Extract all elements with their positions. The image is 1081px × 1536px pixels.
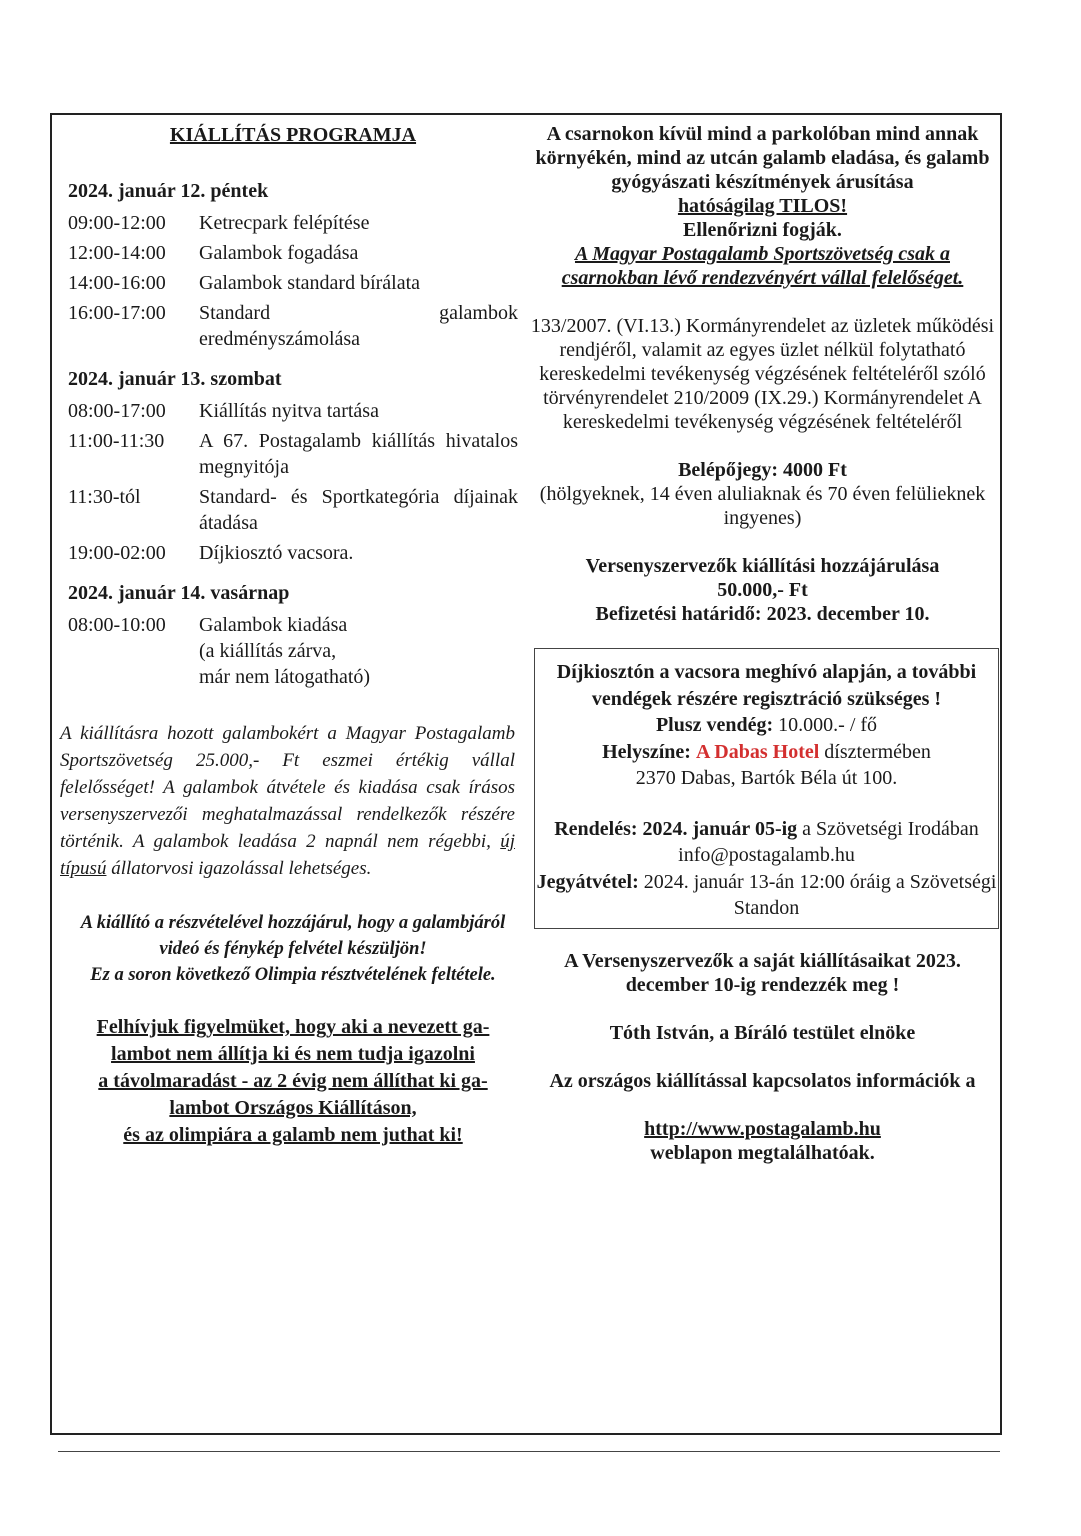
program-row <box>68 664 518 690</box>
program-row <box>68 270 518 296</box>
order-label: Rendelés: 2024. január 05-ig <box>554 817 798 840</box>
program-row <box>68 240 518 266</box>
dinner-box <box>534 648 999 929</box>
ticket-price: Belépőjegy: 4000 Ft <box>678 459 847 481</box>
pickup-label: Jegyátvétel: <box>536 870 639 893</box>
program-activity: Galambok fogadása <box>199 242 359 264</box>
email-address: info@postagalamb.hu <box>678 844 855 866</box>
notice-line: a távolmaradást - az 2 évig nem állíthat ki ga- <box>98 1070 488 1092</box>
program-time: 11:00-11:30 <box>68 430 165 452</box>
fee-deadline: Befizetési határidő: 2023. december 10. <box>595 603 930 625</box>
notice-block <box>68 1014 518 1149</box>
program-activity: Galambok kiadása <box>199 614 348 636</box>
day-block <box>68 178 518 352</box>
program-row <box>68 300 518 352</box>
program-activity: Galambok standard bírálata <box>199 272 421 294</box>
program-activity: Standard galambok eredményszámolása <box>199 302 518 350</box>
program-time <box>68 638 199 664</box>
consent-block <box>68 910 518 988</box>
sales-ban <box>530 122 995 218</box>
liability-paragraph <box>60 720 515 882</box>
fee-title: Versenyszervezők kiállítási hozzájárulása <box>585 555 940 577</box>
signature: Tóth István, a Bíráló testület elnöke <box>609 1021 916 1044</box>
notice-line: lambot Országos Kiállításon, <box>169 1097 417 1119</box>
notice-line: és az olimpiára a galamb nem juthat ki! <box>123 1124 463 1146</box>
program-time: 08:00-17:00 <box>68 400 166 422</box>
plus-guest <box>535 712 998 739</box>
venue <box>535 739 998 766</box>
consent-line: Ez a soron következő Olimpia résztvételének feltétele. <box>90 965 496 985</box>
program-row <box>68 484 518 536</box>
info-text: Az országos kiállítással kapcsolatos információk a <box>549 1069 976 1092</box>
day-heading: 2024. január 13. szombat <box>68 368 282 390</box>
liability-underlined: új típusú <box>60 831 516 879</box>
program-time: 12:00-14:00 <box>68 242 166 264</box>
venue-address: 2370 Dabas, Bartók Béla út 100. <box>635 767 898 789</box>
program-time: 09:00-12:00 <box>68 212 166 234</box>
program-activity: Ketrecpark felépítése <box>199 212 370 234</box>
notice-line: Felhívjuk figyelmüket, hogy aki a nevezett ga- <box>96 1016 490 1038</box>
order-info <box>535 816 998 843</box>
plus-guest-value: 10.000.- / fő <box>778 714 878 736</box>
check-note: Ellenőrizni fogják. <box>683 219 842 241</box>
program-time: 11:30-tól <box>68 486 141 508</box>
program-row <box>68 398 518 424</box>
liability-text-end: állatorvosi igazolással lehetséges. <box>111 858 372 879</box>
regulation-text: 133/2007. (VI.13.) Kormányrendelet az üzletek működési rendjéről, valamit az egyes üzlet nélkül folytatható kereskedelmi tevékenység végzésének feltételéről szóló törvényrendelet 210/2009 (IX.29.) Kormányrendelet A kereskedelmi tevékenység végzésének feltételéről <box>530 315 995 433</box>
sales-ban-underlined: hatóságilag TILOS! <box>677 195 848 217</box>
program-time <box>68 664 199 690</box>
footer-rule <box>58 1451 1000 1452</box>
program-time: 14:00-16:00 <box>68 272 166 294</box>
liability-text: A kiállításra hozott galambokért a Magyar Postagalamb Sportszövetség 25.000,- Ft eszmei értékig vállal felelősséget! A galambok átvétele és kiadása csak írásos versenyszervezői meghatalmazással rendelkezők részére történik. A galambok leadása 2 napnál nem régebbi, <box>60 723 515 852</box>
program-activity: A 67. Postagalamb kiállítás hivatalos megnyitója <box>199 430 518 478</box>
program-activity: már nem látogatható) <box>199 666 371 688</box>
pickup-rest: 2024. január 13-án 12:00 óráig a Szövetségi Standon <box>643 870 997 919</box>
venue-hotel: A Dabas Hotel <box>695 740 820 763</box>
program-row <box>68 638 518 664</box>
website-link[interactable]: http://www.postagalamb.hu <box>644 1117 881 1140</box>
plus-guest-label: Plusz vendég: <box>655 714 774 736</box>
program-activity: Díjkiosztó vacsora. <box>199 542 354 564</box>
program-time: 19:00-02:00 <box>68 542 166 564</box>
consent-line: A kiállító a részvételével hozzájárul, hogy a galambjáról videó és fénykép felvétel készüljön! <box>80 913 506 959</box>
responsibility-note: A Magyar Postagalamb Sportszövetség csak a csarnokban lévő rendezvényért vállal felelőséget. <box>561 243 964 289</box>
program-row <box>68 210 518 236</box>
program-column <box>60 122 518 1149</box>
pickup-info <box>535 869 998 922</box>
dinner-intro: Díjkiosztón a vacsora meghívó alapján, a további vendégek részére regisztráció szükséges ! <box>556 661 977 710</box>
program-title: KIÁLLÍTÁS PROGRAMJA <box>169 124 417 146</box>
program-activity: (a kiállítás zárva, <box>199 640 337 662</box>
program-row <box>68 612 518 638</box>
sales-ban-text: A csarnokon kívül mind a parkolóban mind annak környékén, mind az utcán galamb eladása, és galamb gyógyászati készítmények árusítása <box>535 123 990 193</box>
day-block <box>68 580 518 690</box>
day-heading: 2024. január 12. péntek <box>68 180 269 202</box>
program-time: 08:00-10:00 <box>68 614 166 636</box>
program-row <box>68 540 518 566</box>
fee-amount: 50.000,- Ft <box>717 579 808 601</box>
venue-rest: dísztermében <box>824 740 931 763</box>
venue-label: Helyszíne: <box>602 740 691 763</box>
organizers-note: A Versenyszervezők a saját kiállításaikat 2023. december 10-ig rendezzék meg ! <box>564 949 961 996</box>
program-time: 16:00-17:00 <box>68 302 166 324</box>
order-rest: a Szövetségi Irodában <box>802 817 979 840</box>
info-column <box>530 122 995 1165</box>
notice-line: lambot nem állítja ki és nem tudja igazolni <box>111 1043 475 1065</box>
program-row <box>68 428 518 480</box>
program-activity: Standard- és Sportkategória díjainak átadása <box>199 486 518 534</box>
day-heading: 2024. január 14. vasárnap <box>68 582 290 604</box>
website-suffix: weblapon megtalálhatóak. <box>650 1141 875 1164</box>
program-activity: Kiállítás nyitva tartása <box>199 400 379 422</box>
day-block <box>68 366 518 566</box>
ticket-note: (hölgyeknek, 14 éven aluliaknak és 70 éven felülieknek ingyenes) <box>539 483 986 529</box>
